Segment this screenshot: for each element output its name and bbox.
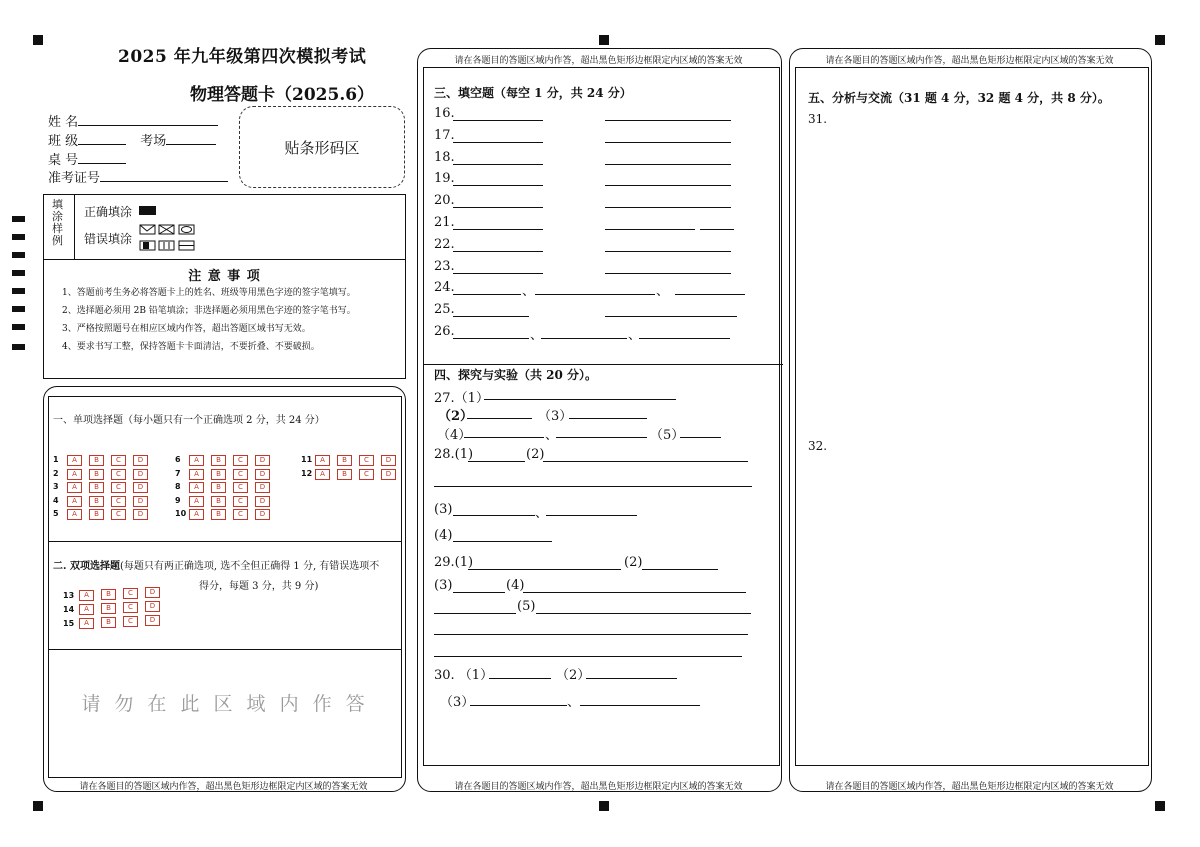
q28-part2[interactable]: (2) — [526, 447, 545, 462]
registration-mark — [599, 801, 609, 811]
section5-title: 五、分析与交流（31 题 4 分，32 题 4 分，共 8 分）。 — [808, 91, 1110, 105]
q29-part4[interactable]: (4) — [506, 578, 525, 593]
blank-question-number: 22. — [434, 236, 455, 252]
answer-bubble[interactable]: A — [79, 590, 94, 601]
answer-bubble[interactable]: C — [123, 602, 138, 613]
answer-bubble[interactable]: C — [123, 616, 138, 627]
answer-bubble[interactable]: A — [67, 469, 82, 480]
blank-question-number: 16. — [434, 106, 455, 121]
notice-item: 2、选择题必须用 2B 铅笔填涂；非选择题必须用黑色字迹的签字笔书写。 — [62, 306, 356, 316]
answer-blank[interactable] — [605, 316, 737, 317]
exam-id-label: 准考证号 — [48, 171, 101, 186]
boundary-note: 请在各题目的答题区域内作答，超出黑色矩形边框限定内区域的答案无效 — [825, 56, 1114, 66]
room-label: 考场 — [140, 134, 167, 149]
answer-blank[interactable] — [605, 251, 731, 252]
answer-blank[interactable] — [453, 229, 543, 230]
answer-bubble[interactable]: D — [381, 455, 396, 466]
registration-mark — [599, 35, 609, 45]
answer-blank[interactable] — [700, 229, 734, 230]
section4-title: 四、探究与实验（共 20 分）。 — [434, 368, 598, 382]
answer-bubble[interactable]: B — [211, 482, 226, 493]
question-number: 10 — [175, 509, 187, 518]
answer-bubble[interactable]: C — [111, 496, 126, 507]
registration-mark — [33, 35, 43, 45]
question-number: 6 — [175, 455, 181, 464]
answer-bubble[interactable]: D — [133, 496, 148, 507]
notice-item: 1、答题前考生务必将答题卡上的姓名、班级等用黑色字迹的签字笔填写。 — [62, 288, 356, 298]
notice-list — [62, 284, 402, 356]
answer-bubble[interactable]: B — [89, 496, 104, 507]
answer-blank[interactable] — [453, 273, 543, 274]
q27-part2[interactable]: （2） — [438, 409, 474, 424]
q29-part2[interactable]: (2) — [624, 555, 643, 570]
class-label: 班 级 — [48, 134, 79, 149]
answer-blank[interactable] — [453, 338, 529, 339]
boundary-note: 请在各题目的答题区域内作答，超出黑色矩形边框限定内区域的答案无效 — [454, 56, 743, 66]
answer-bubble[interactable]: C — [111, 482, 126, 493]
answer-blank[interactable] — [453, 207, 543, 208]
blank-question-number: 20. — [434, 193, 455, 209]
answer-bubble[interactable]: D — [145, 587, 160, 598]
section-divider — [423, 364, 783, 365]
answer-bubble[interactable]: C — [233, 469, 248, 480]
answer-bubble[interactable]: A — [189, 509, 204, 520]
answer-bubble[interactable]: B — [89, 455, 104, 466]
answer-bubble[interactable]: A — [315, 455, 330, 466]
boundary-note: 请在各题目的答题区域内作答，超出黑色矩形边框限定内区域的答案无效 — [454, 782, 743, 792]
q29-part5[interactable]: (5) — [517, 599, 536, 614]
answer-bubble[interactable]: D — [255, 469, 270, 480]
q28-part1[interactable]: 28.(1) — [434, 447, 474, 462]
q27-part3[interactable]: （3） — [538, 409, 573, 424]
answer-bubble[interactable]: B — [211, 509, 226, 520]
answer-blank[interactable] — [453, 142, 543, 143]
notice-box — [43, 259, 406, 379]
q32-label: 32. — [808, 439, 828, 453]
wrong-fill-label: 错误填涂 — [84, 232, 133, 246]
seat-label: 桌 号 — [48, 153, 79, 168]
answer-blank[interactable] — [453, 294, 521, 295]
answer-bubble[interactable]: D — [255, 455, 270, 466]
q27-part5[interactable]: （5） — [650, 428, 685, 443]
answer-blank[interactable] — [639, 338, 730, 339]
answer-bubble[interactable]: D — [133, 455, 148, 466]
correct-fill-label: 正确填涂 — [84, 205, 133, 219]
answer-bubble[interactable]: A — [67, 482, 82, 493]
q27-part1[interactable]: 27.（1） — [434, 391, 489, 406]
q31-answer-area[interactable] — [798, 126, 1144, 426]
answer-bubble[interactable]: B — [337, 469, 352, 480]
seat-field[interactable] — [48, 149, 126, 168]
answer-bubble[interactable]: C — [233, 455, 248, 466]
separator: 、 — [530, 328, 544, 343]
separator: 、 — [628, 328, 642, 343]
q28-part3[interactable]: (3) — [434, 502, 453, 517]
question-number: 9 — [175, 495, 181, 505]
wrong-fill-samples-icon — [139, 223, 199, 255]
name-label: 姓 名 — [48, 115, 79, 130]
no-answer-zone-label: 请 勿 在 此 区 域 内 作 答 — [81, 693, 369, 715]
answer-blank[interactable] — [453, 185, 543, 186]
answer-bubble[interactable]: A — [79, 604, 94, 615]
blank-question-number: 23. — [434, 258, 455, 274]
notice-item: 3、严格按照题号在相应区域内作答，超出答题区域书写无效。 — [62, 324, 311, 334]
fill-sample-box — [43, 194, 406, 260]
answer-bubble[interactable]: C — [123, 588, 138, 599]
answer-bubble[interactable]: D — [381, 469, 396, 480]
answer-blank[interactable] — [605, 273, 731, 274]
section3-title: 三、填空题（每空 1 分，共 24 分） — [434, 86, 632, 100]
answer-blank[interactable] — [453, 251, 543, 252]
question-number: 13 — [63, 591, 75, 600]
class-field[interactable] — [48, 130, 216, 149]
question-number: 11 — [301, 455, 313, 464]
answer-blank[interactable] — [605, 164, 731, 165]
registration-mark — [33, 801, 43, 811]
section1-title: 一、单项选择题（每小题只有一个正确选项 2 分，共 24 分） — [53, 415, 325, 426]
answer-bubble[interactable]: B — [211, 455, 226, 466]
q31-label: 31. — [808, 112, 828, 126]
choice-section-box — [48, 396, 402, 778]
separator: 、 — [522, 284, 536, 300]
answer-bubble[interactable]: A — [315, 469, 330, 480]
notice-item: 4、要求书写工整，保持答题卡卡面清洁，不要折叠、不要破损。 — [62, 342, 320, 352]
answer-bubble[interactable]: C — [359, 455, 374, 466]
q30-part2[interactable]: （2） — [556, 668, 591, 683]
boundary-note: 请在各题目的答题区域内作答，超出黑色矩形边框限定内区域的答案无效 — [79, 782, 368, 792]
q29-part3[interactable]: (3) — [434, 578, 453, 593]
answer-bubble[interactable]: B — [211, 496, 226, 507]
question-number: 1 — [53, 455, 59, 464]
barcode-area — [239, 106, 405, 188]
fill-sample-label: 填涂样例 — [52, 198, 63, 247]
answer-blank[interactable] — [605, 120, 731, 121]
exam-id-field[interactable] — [48, 167, 228, 186]
question-number: 15 — [63, 619, 75, 628]
question-number: 2 — [53, 468, 59, 478]
barcode-label: 贴条形码区 — [284, 139, 360, 157]
answer-bubble[interactable]: A — [189, 455, 204, 466]
name-field[interactable] — [48, 111, 218, 130]
answer-bubble[interactable]: B — [89, 469, 104, 480]
q28-part4[interactable]: (4) — [434, 528, 453, 543]
answer-bubble[interactable]: A — [79, 618, 94, 629]
question-number: 12 — [301, 468, 313, 478]
blank-question-number: 21. — [434, 215, 455, 230]
question-number: 4 — [53, 495, 59, 505]
answer-bubble[interactable]: D — [133, 509, 148, 520]
answer-bubble[interactable]: B — [337, 455, 352, 466]
answer-bubble[interactable]: B — [101, 603, 116, 614]
answer-blank[interactable] — [605, 185, 731, 186]
blank-question-number: 26. — [434, 324, 455, 339]
blank-question-number: 18. — [434, 149, 455, 165]
blank-question-number: 25. — [434, 302, 455, 318]
answer-bubble[interactable]: D — [145, 601, 160, 612]
question-number: 14 — [63, 605, 75, 614]
answer-bubble[interactable]: D — [255, 482, 270, 493]
answer-bubble[interactable]: B — [211, 469, 226, 480]
answer-bubble[interactable]: A — [67, 509, 82, 520]
separator: 、 — [656, 284, 670, 300]
blank-question-number: 24. — [434, 280, 455, 296]
answer-bubble[interactable]: A — [67, 496, 82, 507]
blank-question-number: 19. — [434, 171, 455, 187]
section2-title: 二. 双项选择题(每题只有两正确选项, 选不全但正确得 1 分, 有错误选项不 — [53, 561, 380, 572]
section2-title-line2: 得分，每题 3 分，共 9 分) — [199, 581, 319, 592]
exam-subtitle: 物理答题卡（2025.6） — [190, 85, 375, 105]
notice-title: 注 意 事 项 — [188, 269, 261, 284]
answer-bubble[interactable]: D — [255, 509, 270, 520]
question-number: 5 — [53, 509, 59, 518]
correct-fill-sample-icon — [139, 206, 156, 215]
answer-blank[interactable] — [535, 294, 655, 295]
answer-bubble[interactable]: B — [89, 509, 104, 520]
answer-bubble[interactable]: D — [133, 482, 148, 493]
answer-bubble[interactable]: C — [111, 509, 126, 520]
question-number: 3 — [53, 482, 59, 491]
answer-blank[interactable] — [605, 142, 731, 143]
boundary-note: 请在各题目的答题区域内作答，超出黑色矩形边框限定内区域的答案无效 — [825, 782, 1114, 792]
question-number: 7 — [175, 468, 181, 478]
answer-bubble[interactable]: D — [133, 469, 148, 480]
answer-bubble[interactable]: B — [101, 589, 116, 600]
answer-bubble[interactable]: C — [233, 496, 248, 507]
exam-title: 2025 年九年级第四次模拟考试 — [118, 47, 367, 67]
answer-bubble[interactable]: D — [255, 496, 270, 507]
answer-bubble[interactable]: C — [111, 455, 126, 466]
registration-mark — [1155, 35, 1165, 45]
answer-bubble[interactable]: A — [67, 455, 82, 466]
middle-answer-box — [423, 67, 780, 766]
answer-bubble[interactable]: C — [233, 509, 248, 520]
q32-answer-area[interactable] — [798, 455, 1144, 755]
answer-blank[interactable] — [453, 120, 543, 121]
answer-bubble[interactable]: B — [89, 482, 104, 493]
question-number: 8 — [175, 482, 181, 491]
answer-bubble[interactable]: C — [233, 482, 248, 493]
q29-part1[interactable]: 29.(1) — [434, 555, 474, 570]
answer-bubble[interactable]: C — [359, 469, 374, 480]
answer-blank[interactable] — [605, 229, 695, 230]
answer-bubble[interactable]: C — [111, 469, 126, 480]
answer-blank[interactable] — [453, 164, 543, 165]
answer-bubble[interactable]: B — [101, 617, 116, 628]
q30-part1[interactable]: 30. （1） — [434, 668, 494, 683]
q27-part4[interactable]: （4） — [437, 428, 472, 443]
answer-blank[interactable] — [675, 294, 745, 295]
answer-blank[interactable] — [453, 316, 529, 317]
registration-mark — [1155, 801, 1165, 811]
answer-bubble[interactable]: D — [145, 615, 160, 626]
blank-question-number: 17. — [434, 127, 455, 143]
answer-bubble[interactable]: A — [189, 496, 204, 507]
answer-blank[interactable] — [541, 338, 627, 339]
answer-blank[interactable] — [605, 207, 731, 208]
q30-part3[interactable]: （3） — [440, 695, 475, 710]
answer-bubble[interactable]: A — [189, 482, 204, 493]
answer-bubble[interactable]: A — [189, 469, 204, 480]
